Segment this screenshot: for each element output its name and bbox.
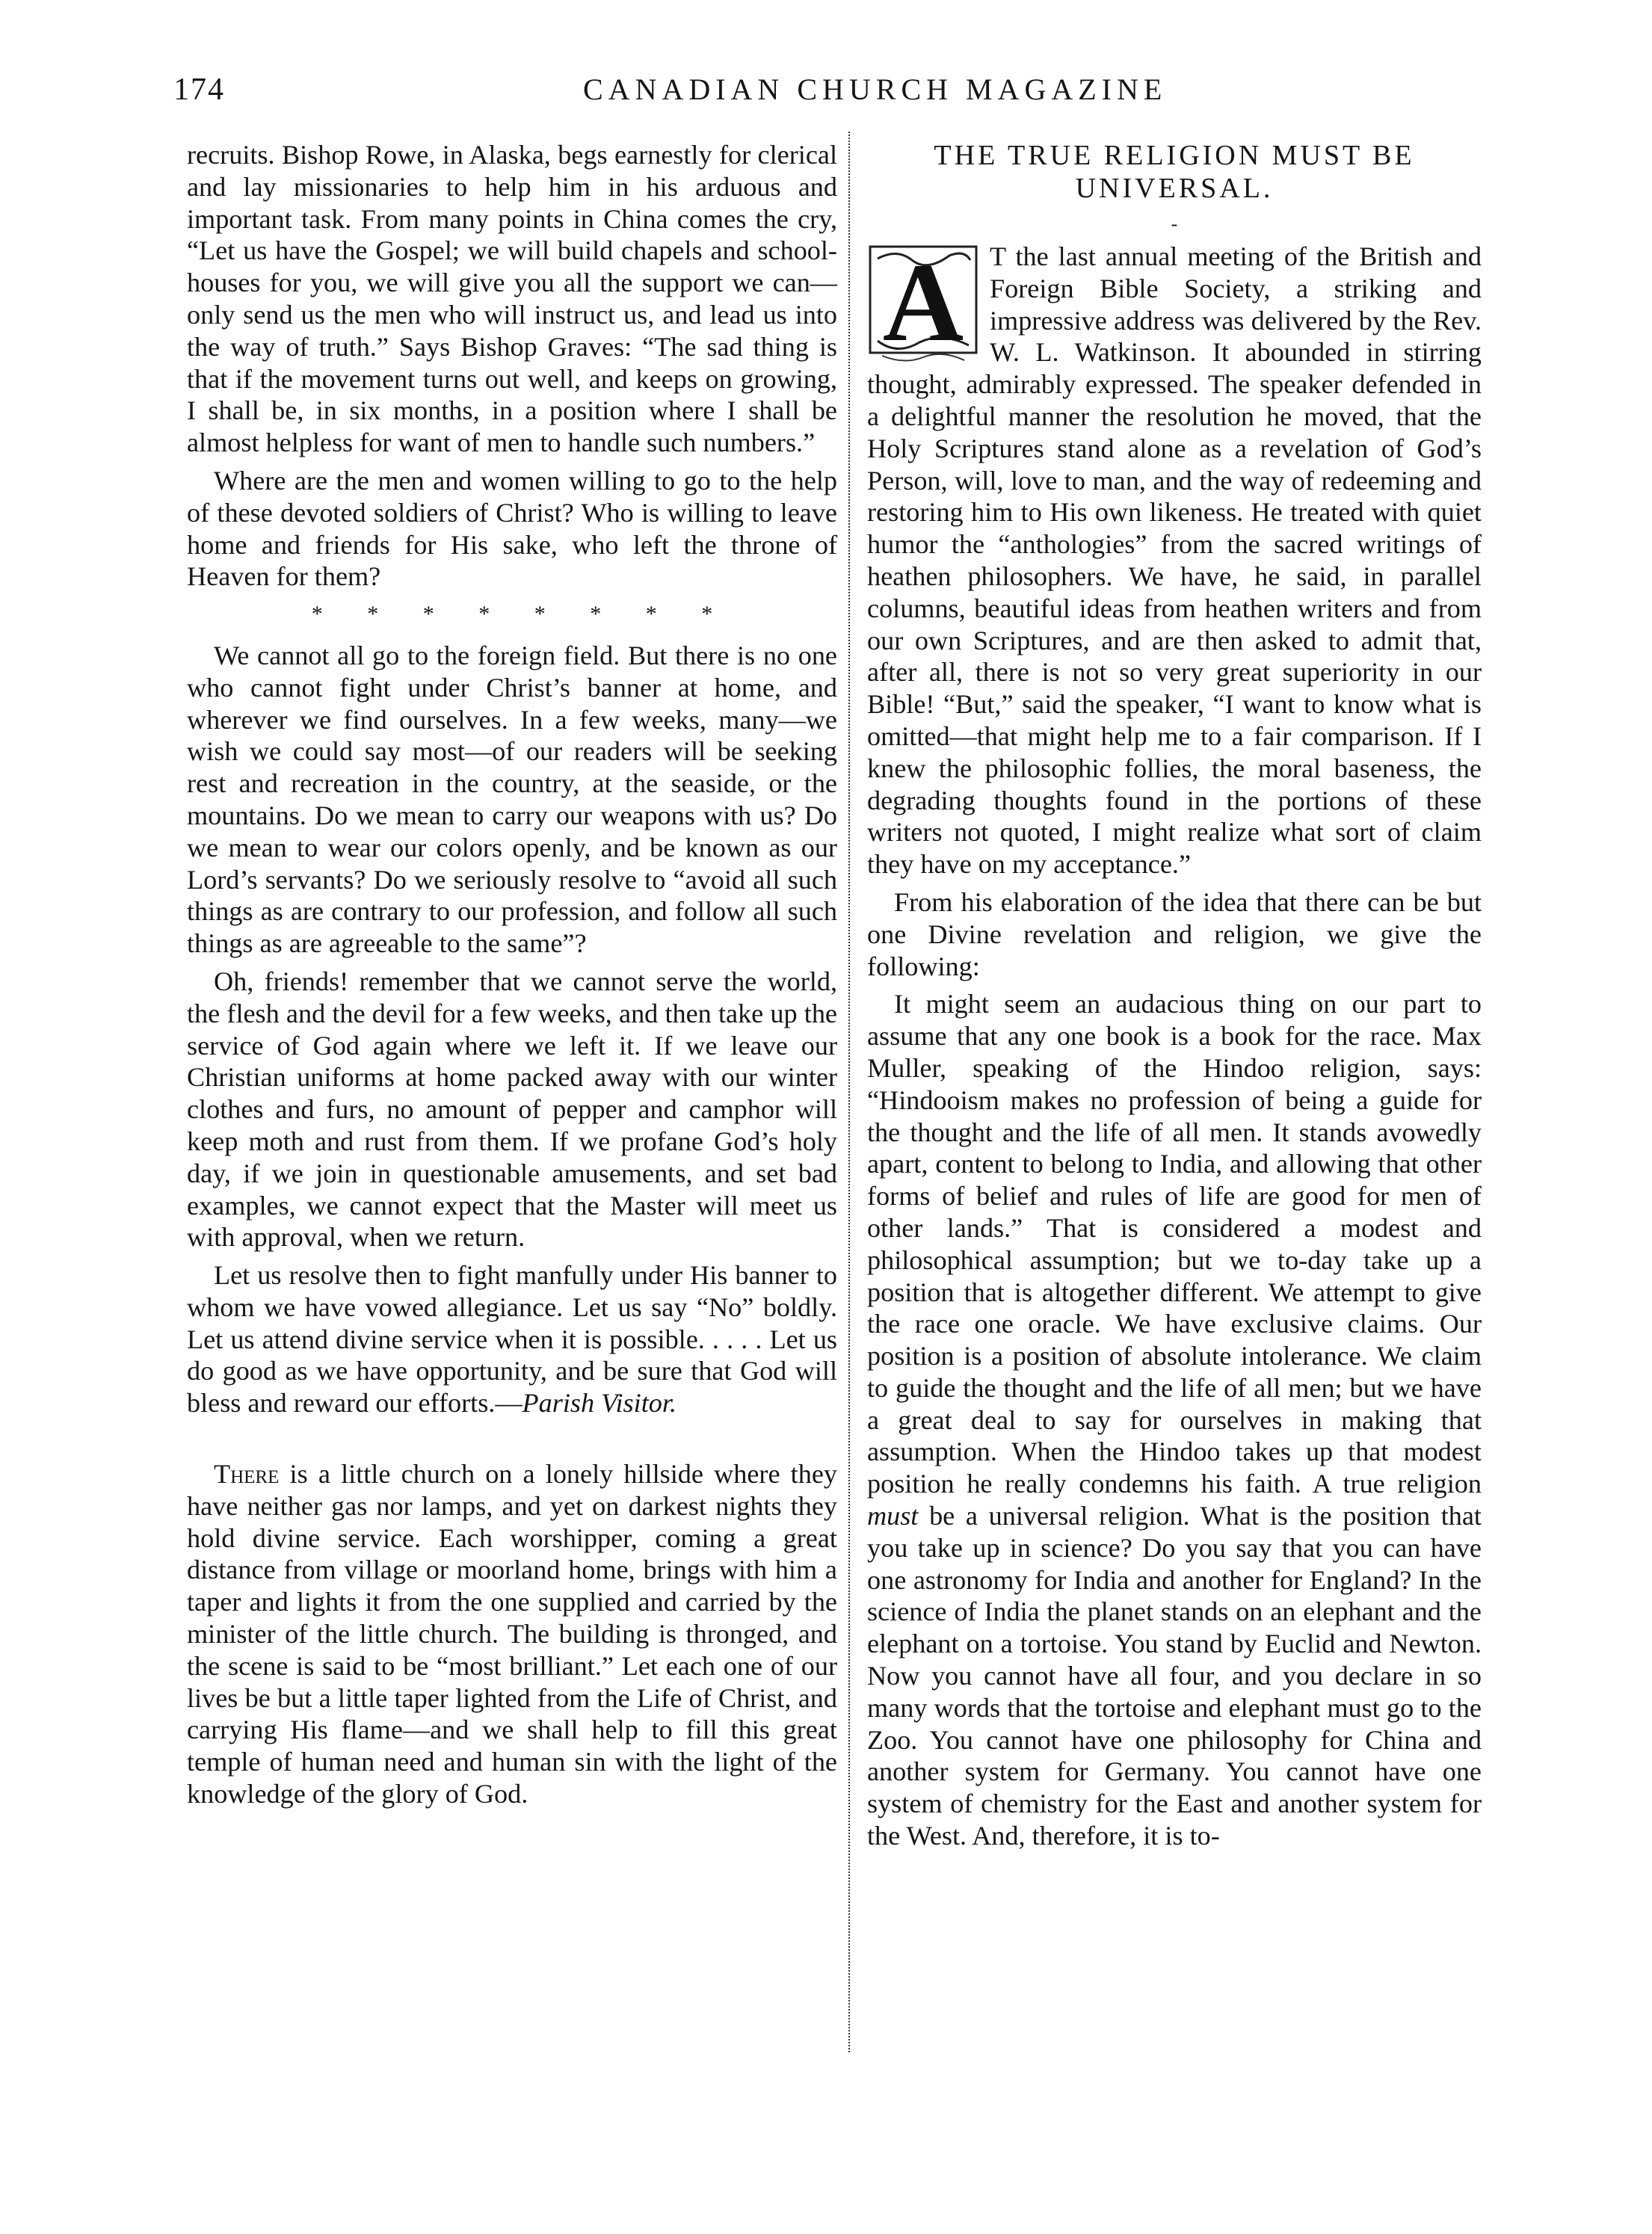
quote-text: It might seem an audacious thing on our part to assume that any one book is a book for the race. Max Muller, speaking of the Hindoo religion, says: “Hindooism makes no profession of being a guide for the thought and the life of all men. It stands avowedly apart, content to belong to India, and allowing that other forms of belief and rules of life are good for men of other lands.” That is considered a modest and philosophical assumption; but we to-day take up a position that is altogether different. We attempt to give the race one oracle. We have exclusive claims. Our position is a position of absolute intolerance. We claim to guide the thought and the life of all men; but we have a great deal to say for ourselves in making that assumption. When the Hindoo takes up that modest position he really condemns his faith. A true religion	[867, 989, 1482, 1499]
article-title: THE TRUE RELIGION MUST BE UNIVERSAL.	[934, 140, 1415, 204]
church-text: is a little church on a lonely hillside where they have neither gas nor lamps, and yet on darkest nights they hold divine service. Each worshipper, coming a great distance from village or moorland home, brings with him a taper and lights it from the one supplied and carried by the minister of the little church. The building is thronged, and the scene is said to be “most brilliant.” Let each one of our lives be but a little taper lighted from the Life of Christ, and carrying His flame—and we shall help to fill this great temple of human need and human sin with the light of the knowledge of the glory of God.	[187, 1459, 837, 1809]
paragraph: recruits. Bishop Rowe, in Alaska, begs earnestly for clerical and lay missionaries to help him in his arduous and important task. From many points in China comes the cry, “Let us have the Gospel; we will build chapels and school-houses for you, we will give you all the support we can—only send us the men who will instruct us, and lead us into the way of truth.” Says Bishop Graves: “The sad thing is that if the movement turns out well, and keeps on growing, I shall be, in six months, in a position where I shall be almost helpless for want of men to handle such numbers.”	[187, 140, 837, 458]
emphasis: must	[867, 1501, 919, 1531]
dropcap-letter: A	[882, 241, 964, 365]
opening-text: T the last annual meeting of the British and Foreign Bible Society, a striking and impressive address was delivered by the Rev. W. L. Watkinson. It abounded in stirring thought, admirably expressed. The speaker defended in a delightful manner the resolution he moved, that the Holy Scriptures stand alone as a revelation of God’s Person, will, love to man, and the way of redeeming and restoring him to His own likeness. He treated with quiet humor the “anthologies” from the sacred writings of heathen philosophers. We have, he said, in parallel columns, beautiful ideas from heathen writers and from our own Scriptures, and are then asked to admit that, after all, there is not so very great superiority in our Bible! “But,” said the speaker, “I want to know what is omitted—that might help me to a fair comparison. If I knew the philosophic follies, the moral baseness, the degrading thoughts found in the portions of these writers not quoted, I might realize what sort of claim they have on my acceptance.”	[867, 241, 1482, 880]
right-column	[867, 139, 1482, 1858]
left-column	[187, 139, 837, 1816]
title-separator: -	[1171, 213, 1178, 235]
paragraph-closing	[187, 1259, 837, 1419]
page-number: 174	[173, 72, 225, 107]
section-break: * * * * * * * *	[311, 602, 713, 627]
running-head: CANADIAN CHURCH MAGAZINE	[583, 72, 1168, 106]
closing-text: Let us resolve then to fight manfully under His banner to whom we have vowed allegiance. Let us say “No” boldly. Let us attend divine service when it is possible. . . . . Let us do good as we have opportunity, and be sure that God will bless and reward our efforts.—	[187, 1260, 837, 1419]
paragraph-church	[187, 1458, 837, 1810]
lead-word: There	[214, 1459, 280, 1490]
paragraph: From his elaboration of the idea that there can be but one Divine revelation and religion, we give the following:	[867, 886, 1482, 981]
paragraph: Oh, friends! remember that we cannot serve the world, the flesh and the devil for a few weeks, and then take up the service of God again where we left it. If we leave our Christian uniforms at home packed away with our winter clothes and furs, no amount of pepper and camphor will keep moth and rust from them. If we profane God’s holy day, if we join in questionable amusements, and set bad examples, we cannot expect that the Master will meet us with approval, when we return.	[187, 966, 837, 1253]
paragraph: We cannot all go to the foreign field. But there is no one who cannot fight under Christ’s banner at home, and wherever we find ourselves. In a few weeks, many—we wish we could say most—of our readers will be seeking rest and recreation in the country, at the seaside, or the mountains. Do we mean to carry our weapons with us? Do we mean to wear our colors openly, and be known as our Lord’s servants? Do we seriously resolve to “avoid all such things as are contrary to our profession, and follow all such things as are agreeable to the same”?	[187, 640, 837, 959]
paragraph: Where are the men and women willing to go to the help of these devoted soldiers of Christ? Who is willing to leave home and friends for His sake, who left the throne of Heaven for them?	[187, 465, 837, 592]
paragraph-opening	[867, 241, 1482, 880]
ornamental-dropcap	[867, 241, 979, 366]
source-citation: Parish Visitor.	[522, 1388, 676, 1419]
paragraph-quote	[867, 988, 1482, 1852]
column-divider	[848, 132, 850, 2052]
quote-text-continued: be a universal religion. What is the position that you take up in science? Do you say that you can have one astronomy for India and another for England? In the science of India the planet stands on an elephant and the elephant on a tortoise. You stand by Euclid and Newton. Now you cannot have all four, and you declare in so many words that the tortoise and elephant must go to the Zoo. You cannot have one philosophy for China and another system for Germany. You cannot have one system of chemistry for the East and another system for the West. And, therefore, it is to-	[867, 1501, 1482, 1851]
